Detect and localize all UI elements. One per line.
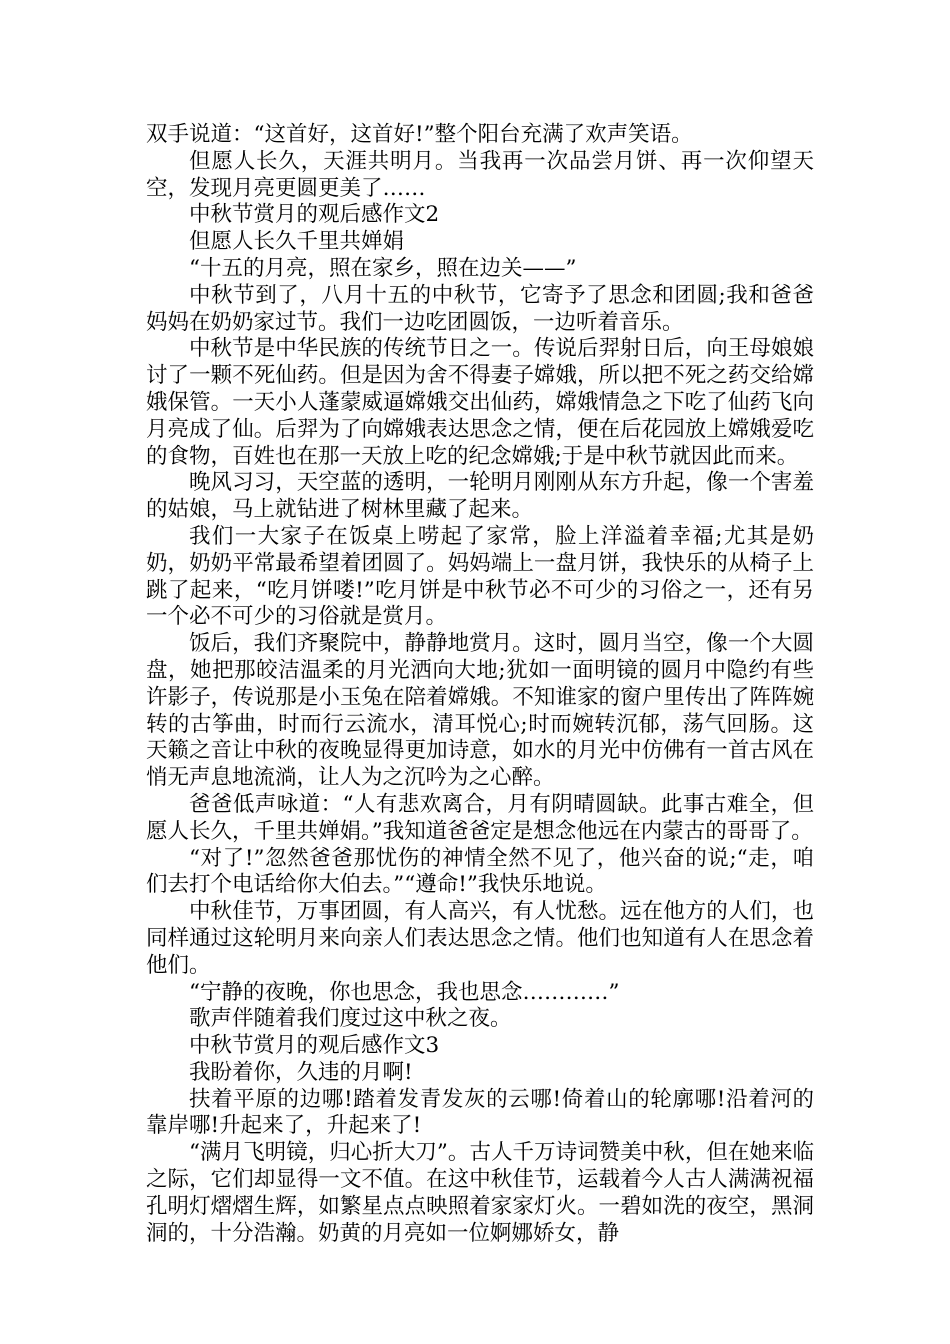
paragraph-18: 扶着平原的边哪!踏着发青发灰的云哪!倚着山的轮廓哪!沿着河的靠岸哪!升起来了，升起来了! bbox=[146, 1086, 814, 1139]
paragraph-8: 晚风习习，天空蓝的透明，一轮明月刚刚从东方升起，像一个害羞的姑娘，马上就钻进了树林里藏了起来。 bbox=[146, 470, 814, 523]
paragraph-15: 歌声伴随着我们度过这中秋之夜。 bbox=[189, 1006, 512, 1032]
paragraph-12: “对了!”忽然爸爸那忧伤的神情全然不见了，他兴奋的说;“走，咱们去打个电话给你大伯去。”“遵命!”我快乐地说。 bbox=[146, 845, 814, 898]
section-heading-2: 中秋节赏月的观后感作文2 bbox=[189, 202, 440, 228]
paragraph-6: 中秋节到了，八月十五的中秋节，它寄予了思念和团圆;我和爸爸妈妈在奶奶家过节。我们一边吃团圆饭，一边听着音乐。 bbox=[146, 282, 814, 335]
paragraph-11: 爸爸低声咏道：“人有悲欢离合，月有阴晴圆缺。此事古难全，但愿人长久，千里共婵娟。”我知道爸爸定是想念他远在内蒙古的哥哥了。 bbox=[146, 791, 814, 844]
document-body bbox=[146, 122, 814, 1247]
paragraph-9: 我们一大家子在饭桌上唠起了家常，脸上洋溢着幸福;尤其是奶奶，奶奶平常最希望着团圆了。妈妈端上一盘月饼，我快乐的从椅子上跳了起来，“吃月饼喽!”吃月饼是中秋节必不可少的习俗之一，还有另一个必不可少的习俗就是赏月。 bbox=[146, 523, 814, 630]
essay-title-2: 但愿人长久千里共婵娟 bbox=[189, 229, 405, 255]
essay-title-3: 我盼着你，久违的月啊! bbox=[189, 1059, 413, 1085]
paragraph-19: “满月飞明镜，归心折大刀”。古人千万诗词赞美中秋，但在她来临之际，它们却显得一文不值。在这中秋佳节，运载着今人古人满满祝福孔明灯熠熠生辉，如繁星点点映照着家家灯火。一碧如洗的夜空，黑洞洞的，十分浩瀚。奶黄的月亮如一位婀娜娇女，静 bbox=[146, 1140, 814, 1246]
paragraph-2: 但愿人长久，天涯共明月。当我再一次品尝月饼、再一次仰望天空，发现月亮更圆更美了…… bbox=[146, 148, 814, 201]
paragraph-13: 中秋佳节，万事团圆，有人高兴，有人忧愁。远在他方的人们，也同样通过这轮明月来向亲人们表达思念之情。他们也知道有人在思念着他们。 bbox=[146, 899, 814, 978]
song-quote-1: “十五的月亮，照在家乡，照在边关——” bbox=[189, 255, 577, 281]
section-heading-3: 中秋节赏月的观后感作文3 bbox=[189, 1033, 440, 1059]
paragraph-1: 双手说道：“这首好，这首好!”整个阳台充满了欢声笑语。 bbox=[146, 122, 693, 147]
song-quote-2: “宁静的夜晚，你也思念，我也思念…………” bbox=[189, 979, 620, 1005]
paragraph-10: 饭后，我们齐聚院中，静静地赏月。这时，圆月当空，像一个大圆盘，她把那皎洁温柔的月光洒向大地;犹如一面明镜的圆月中隐约有些许影子，传说那是小玉兔在陪着嫦娥。不知谁家的窗户里传出了阵阵婉转的古筝曲，时而行云流水，清耳悦心;时而婉转沉郁，荡气回肠。这天籁之音让中秋的夜晚显得更加诗意，如水的月光中仿佛有一首古风在悄无声息地流淌，让人为之沉吟为之心醉。 bbox=[146, 631, 814, 791]
paragraph-7: 中秋节是中华民族的传统节日之一。传说后羿射日后，向王母娘娘讨了一颗不死仙药。但是因为舍不得妻子嫦娥，所以把不死之药交给嫦娥保管。一天小人蓬蒙威逼嫦娥交出仙药，嫦娥情急之下吃了仙药飞向月亮成了仙。后羿为了向嫦娥表达思念之情，便在后花园放上嫦娥爱吃的食物，百姓也在那一天放上吃的纪念嫦娥;于是中秋节就因此而来。 bbox=[146, 336, 814, 469]
